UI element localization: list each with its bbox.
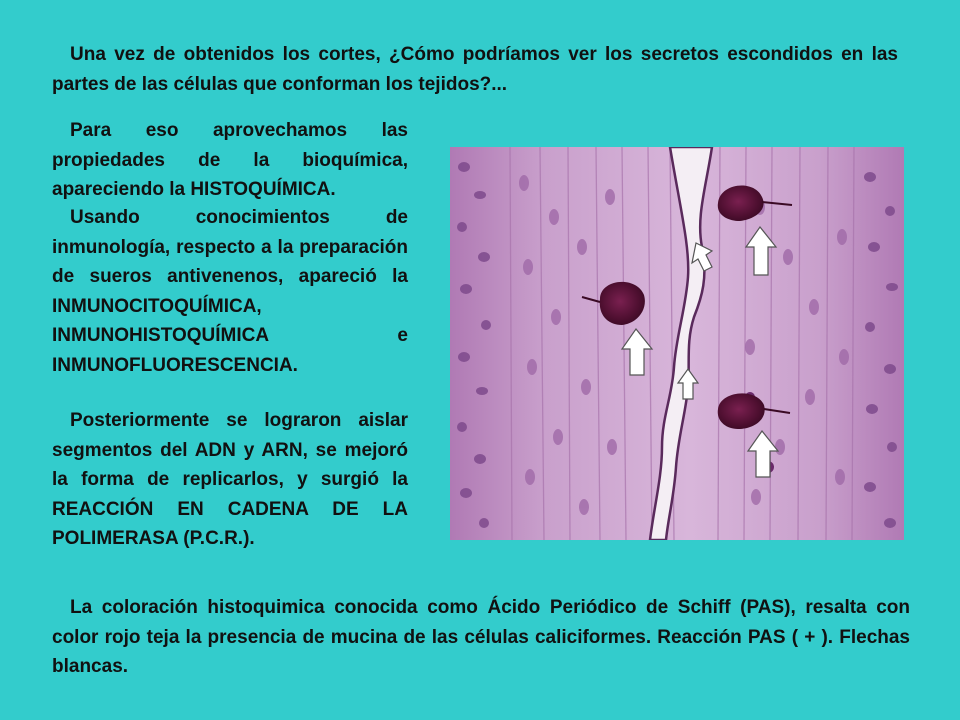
- pcr-paragraph: Posteriormente se lograron aislar segmentos del ADN y ARN, se mejoró la forma de replicarlos, y surgió la REACCIÓN EN CADENA DE LA POLIMERASA (P.C.R.).: [52, 410, 408, 549]
- intro-paragraph: Una vez de obtenidos los cortes, ¿Cómo podríamos ver los secretos escondidos en las partes de las células que conforman los tejidos?...: [52, 44, 898, 95]
- histochemistry-paragraph: Para eso aprovechamos las propiedades de la bioquímica, apareciendo la HISTOQUÍMICA.: [52, 120, 408, 200]
- immunology-paragraph: Usando conocimientos de inmunología, respecto a la preparación de sueros antivenenos, apareció la INMUNOCITOQUÍMICA, INMUNOHISTOQUÍMICA e INMUNOFLUORESCENCIA.: [52, 207, 408, 376]
- pas-stained-micrograph: [450, 147, 904, 540]
- pas-caption-paragraph: La coloración histoquimica conocida como Ácido Periódico de Schiff (PAS), resalta con color rojo teja la presencia de mucina de las células caliciformes. Reacción PAS ( + ). Flechas blancas.: [52, 597, 910, 677]
